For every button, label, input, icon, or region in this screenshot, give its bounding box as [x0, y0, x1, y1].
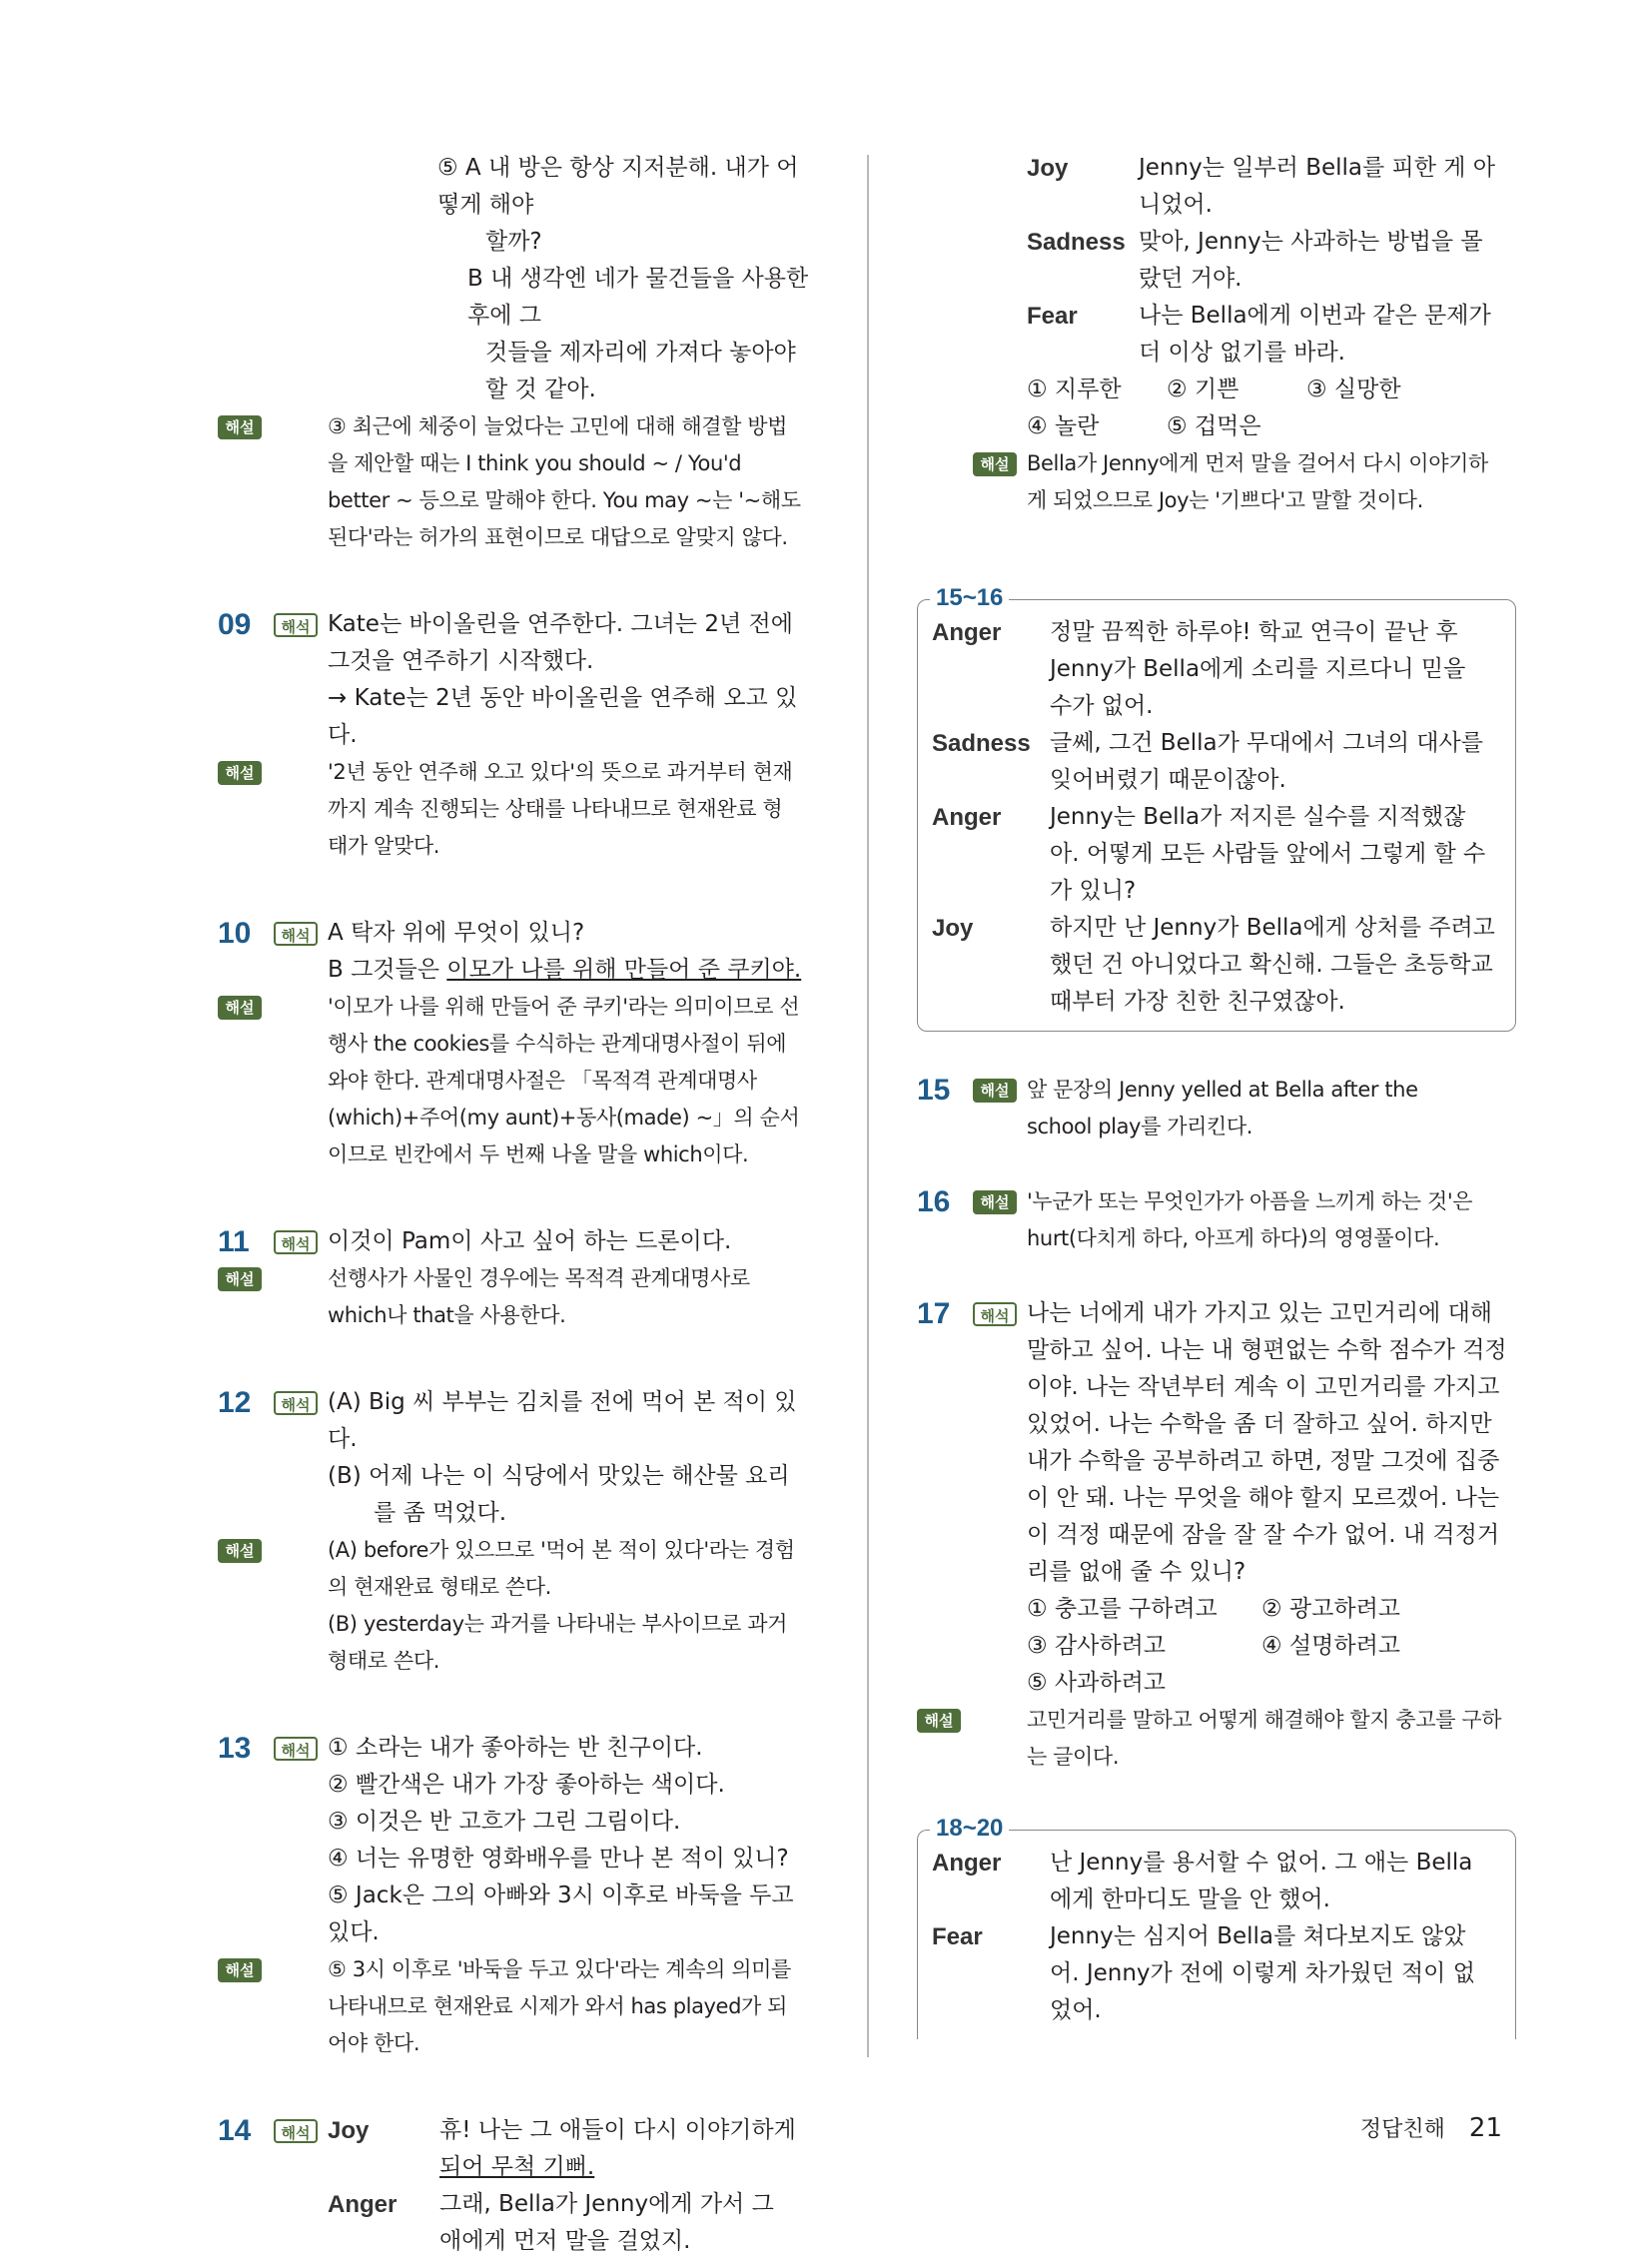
- left-column: [218, 150, 817, 2260]
- passage-box-18-20: [917, 1815, 1516, 2039]
- q08-explanation: 해설 ③ 최근에 체중이 늘었다는 고민에 대해 해결할 방법 을 제안할 때는 I think you should ~ / You'd better ~ 등으로 말해야 한다. You may ~는 '~해도 된다'라는 허가의 표현이므로 대답으로 알맞지 않다.: [272, 408, 817, 556]
- explanation-tag: 해설: [973, 1079, 1017, 1103]
- explanation-tag: 해설: [218, 1267, 262, 1291]
- q13-explanation: 해설 ⑤ 3시 이후로 '바둑을 두고 있다'라는 계속의 의미를 나타내므로 현재완료 시제가 와서 has played가 되 어야 한다.: [272, 1951, 817, 2062]
- explanation-tag: 해설: [218, 761, 262, 785]
- explanation-tag: 해설: [218, 1958, 262, 1982]
- q12-explanation: 해설 (A) before가 있으므로 '먹어 본 적이 있다'라는 경험 의 현재완료 형태로 쓴다. (B) yesterday는 과거를 나타내는 부사이므로 과거 형태로 쓴다.: [272, 1532, 817, 1680]
- explanation-tag: 해설: [218, 415, 262, 439]
- question-number: 09: [218, 608, 252, 641]
- passage-label: 18~20: [930, 1815, 1009, 1843]
- dialogue-line: Anger 정말 끔찍한 하루야! 학교 연극이 끝난 후 Jenny가 Bella에게 소리를 지르다니 믿을 수가 없어.: [932, 619, 1466, 719]
- question-number: 12: [218, 1386, 252, 1419]
- question-number: 15: [917, 1074, 951, 1107]
- dialogue-line: Fear Jenny는 심지어 Bella를 쳐다보지도 않았 어. Jenny가 전에 이렇게 차가웠던 적이 없 었어.: [932, 1923, 1475, 2023]
- question-number: 11: [218, 1225, 250, 1258]
- page-footer: [1360, 2112, 1502, 2143]
- q08-option5-a2: 할까?: [485, 229, 542, 255]
- dialogue-line: Sadness 글쎄, 그건 Bella가 무대에서 그녀의 대사를 잊어버렸기 때문이잖아.: [932, 730, 1483, 793]
- dialogue-line: Sadness 맞아, Jenny는 사과하는 방법을 몰 랐던 거야.: [1027, 224, 1516, 298]
- speaker: Sadness: [1027, 229, 1126, 256]
- dialogue-line: Anger Jenny는 Bella가 저지른 실수를 지적했잖 아. 어떻게 모든 사람들 앞에서 그렇게 할 수 가 있니?: [932, 804, 1486, 904]
- speaker: Anger: [328, 2191, 398, 2218]
- question-number: 14: [218, 2114, 252, 2147]
- q09-explanation: 해설 '2년 동안 연주해 오고 있다'의 뜻으로 과거부터 현재 까지 계속 진행되는 상태를 나타내므로 현재완료 형 태가 알맞다.: [272, 754, 817, 865]
- question-number: 10: [218, 917, 252, 950]
- q11-explanation: 해설 선행사가 사물인 경우에는 목적격 관계대명사로 which나 that을 사용한다.: [272, 1260, 817, 1334]
- translation-tag: 해석: [274, 2119, 318, 2143]
- dialogue-line: Joy 휴! 나는 그 애들이 다시 이야기하게 되어 무척 기뻐.: [328, 2112, 817, 2186]
- dialogue-line: Anger 그래, Bella가 Jenny에게 가서 그 애에게 먼저 말을 걸었지.: [328, 2186, 817, 2260]
- question-16: 16 해설 '누군가 또는 무엇인가가 아픔을 느끼게 하는 것'은 hurt(다치게 하다, 아프게 하다)의 영영풀이다.: [917, 1185, 1473, 1250]
- translation-tag: 해석: [274, 1391, 318, 1415]
- translation-tag: 해석: [274, 922, 318, 946]
- question-08-tail: [218, 150, 817, 556]
- q08-option5-a: ⑤ A 내 방은 항상 지저분해. 내가 어떻게 해야: [437, 155, 799, 218]
- question-number: 17: [917, 1297, 951, 1330]
- translation-tag: 해석: [274, 613, 318, 637]
- q17-explanation: 해설 고민거리를 말하고 어떻게 해결해야 할지 충고를 구하 는 글이다.: [971, 1702, 1516, 1776]
- explanation-tag: 해설: [218, 996, 262, 1020]
- translation-tag: 해석: [274, 1230, 318, 1254]
- question-17: 17 해석 나는 너에게 내가 가지고 있는 고민거리에 대해 말하고 싶어. 나는 내 형편없는 수학 점수가 걱정 이야. 나는 작년부터 계속 이 고민거리를 가지고 있었어. 나는 수학을 좀 더 잘하고 싶어. 하지만 내가 수학을 공부하려고 하면, 정말 그것에 집중 이 안 돼. 나는 무엇을 해야 할지 모르겠어. 나는 이 걱정 때문에 잠을 잘 잘 수가 없어. 내 걱정거 리를 없애 줄 수 있니? ① 충고를 구하려고 ② 광고하려고 ③ 감사하려고 ④ 설명하려고 ⑤ 사과하려고 해설 고민거리를 말하고 어떻게 해결해야 할지 충고를 구하 는 글이다.: [917, 1295, 1516, 1776]
- question-12: 12 해석 (A) Big 씨 부부는 김치를 전에 먹어 본 적이 있다. (B) 어제 나는 이 식당에서 맛있는 해산물 요리 를 좀 먹었다. 해설 (A) before가 있으므로 '먹어 본 적이 있다'라는 경험 의 현재완료 형태로 쓴다. (B) yesterday는 과거를 나타내는 부사이므로 과거 형태로 쓴다.: [218, 1384, 817, 1680]
- translation-tag: 해석: [274, 1737, 318, 1761]
- explanation-tag: 해설: [973, 452, 1017, 476]
- question-number: 16: [917, 1185, 951, 1218]
- speaker: Joy: [1027, 155, 1069, 182]
- q08-option5-b: B 내 생각엔 네가 물건들을 사용한 후에 그: [467, 266, 809, 329]
- explanation-tag: 해설: [973, 1190, 1017, 1214]
- question-13: 13 해석 ① 소라는 내가 좋아하는 반 친구이다. ② 빨간색은 내가 가장 좋아하는 색이다. ③ 이것은 반 고흐가 그린 그림이다. ④ 너는 유명한 영화배우를 만나 본 적이 있니? ⑤ Jack은 그의 아빠와 3시 이후로 바둑을 두고 있다. 해설 ⑤ 3시 이후로 '바둑을 두고 있다'라는 계속의 의미를 나타내므로 현재완료 시제가 와서 has played가 되 어야 한다.: [218, 1730, 817, 2062]
- explanation-tag: 해설: [218, 1539, 262, 1563]
- column-divider: [867, 155, 869, 2057]
- passage-box-15-16: [917, 584, 1516, 1032]
- dialogue-line: Joy 하지만 난 Jenny가 Bella에게 상처를 주려고 했던 건 아니었다고 확신해. 그들은 초등학교 때부터 가장 친한 친구였잖아.: [932, 915, 1495, 1015]
- question-number: 13: [218, 1732, 252, 1765]
- question-11: 11 해석 이것이 Pam이 사고 싶어 하는 드론이다. 해설 선행사가 사물인 경우에는 목적격 관계대명사로 which나 that을 사용한다.: [218, 1223, 817, 1334]
- question-14-continued: [917, 150, 1516, 372]
- question-10: 10 해석 A 탁자 위에 무엇이 있니? B 그것들은 이모가 나를 위해 만들어 준 쿠키야. 해설 '이모가 나를 위해 만들어 준 쿠키'라는 의미이므로 선 행사 the cookies를 수식하는 관계대명사절이 뒤에 와야 한다. 관계대명사절은 「목적격 관계대명사 (which)+주어(my aunt)+동사(made) ~」의 순서 이므로 빈칸에서 두 번째 나올 말을 which이다.: [218, 915, 817, 1173]
- question-14: [218, 2112, 817, 2260]
- footer-label: 정답친해: [1359, 2117, 1445, 2142]
- q10-explanation: 해설 '이모가 나를 위해 만들어 준 쿠키'라는 의미이므로 선 행사 the cookies를 수식하는 관계대명사절이 뒤에 와야 한다. 관계대명사절은 「목적격 관계대명사 (which)+주어(my aunt)+동사(made) ~」의 순서 이므로 빈칸에서 두 번째 나올 말을 which이다.: [272, 989, 817, 1173]
- page-number: 21: [1468, 2113, 1502, 2143]
- question-15: 15 해설 앞 문장의 Jenny yelled at Bella after the school play를 가리킨다.: [917, 1074, 1418, 1138]
- q14-explanation: 해설 Bella가 Jenny에게 먼저 말을 걸어서 다시 이야기하 게 되었으므로 Joy는 '기쁘다'고 말할 것이다.: [917, 445, 1516, 519]
- dialogue-line: Joy Jenny는 일부러 Bella를 피한 게 아 니었어.: [1027, 150, 1516, 224]
- question-09: 09 해석 Kate는 바이올린을 연주한다. 그녀는 2년 전에 그것을 연주하기 시작했다. → Kate는 2년 동안 바이올린을 연주해 오고 있다. 해설 '2년 동안 연주해 오고 있다'의 뜻으로 과거부터 현재 까지 계속 진행되는 상태를 나타내므로 현재완료 형 태가 알맞다.: [218, 606, 817, 865]
- dialogue-line: Anger 난 Jenny를 용서할 수 없어. 그 애는 Bella 에게 한마디도 말을 안 했어.: [932, 1850, 1473, 1912]
- explanation-tag: 해설: [917, 1709, 961, 1733]
- q08-option5-b2: 것들을 제자리에 가져다 놓아야 할 것 같아.: [485, 340, 796, 402]
- q17-options: ① 충고를 구하려고 ② 광고하려고 ③ 감사하려고 ④ 설명하려고 ⑤ 사과하려고: [1027, 1596, 1401, 1696]
- q14-options: ① 지루한 ② 기쁜 ③ 실망한 ④ 놀란 ⑤ 겁먹은: [1027, 377, 1401, 439]
- speaker: Joy: [328, 2117, 370, 2144]
- dialogue-line: Fear 나는 Bella에게 이번과 같은 문제가 더 이상 없기를 바라.: [1027, 298, 1516, 372]
- right-column: [917, 150, 1516, 2039]
- speaker: Fear: [1027, 303, 1078, 330]
- passage-label: 15~16: [930, 584, 1009, 612]
- translation-tag: 해석: [973, 1302, 1017, 1326]
